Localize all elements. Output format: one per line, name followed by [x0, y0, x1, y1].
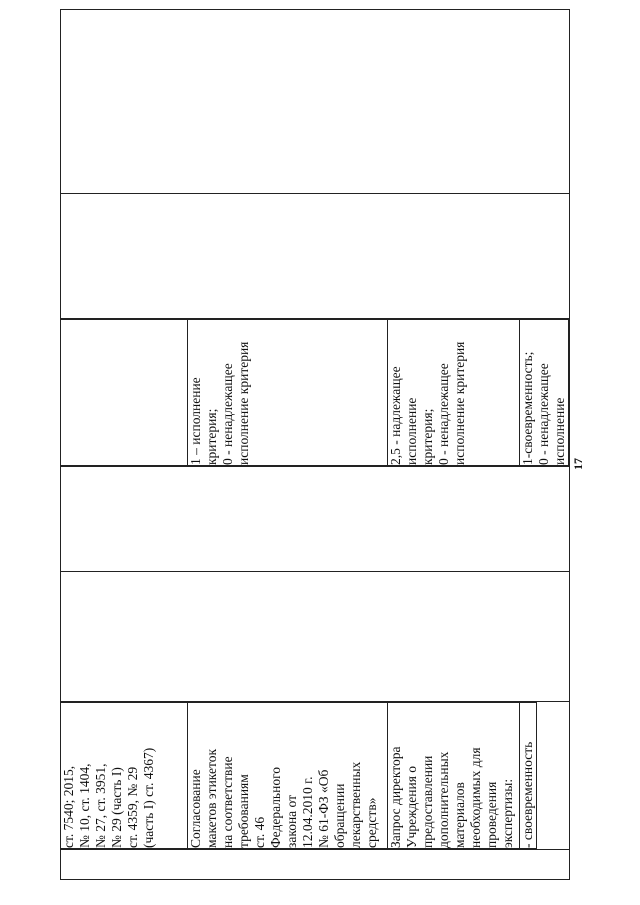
text-line: 0 - ненадлежащее [535, 363, 551, 465]
table-row [61, 703, 187, 849]
criteria-text-3 [387, 703, 519, 849]
text-line: критерия; [203, 408, 219, 465]
rotated-landscape-content [60, 10, 567, 880]
text-line: 12.04.2010 г. [299, 776, 315, 848]
criteria-subtable [61, 702, 537, 849]
text-line: 2,5 - надлежащее [387, 366, 403, 465]
table-row [519, 320, 568, 466]
table-row [387, 320, 519, 466]
text-line: исполнение критерия [235, 341, 251, 465]
text-line: № 29 (часть I) [109, 767, 124, 848]
text-line: предоставлении [419, 755, 435, 848]
score-text-3 [387, 320, 519, 466]
score-text-4 [519, 320, 568, 466]
criteria-text-4 [519, 703, 536, 849]
text-line: № 10, ст. 1404, [77, 763, 92, 848]
score-text-2 [187, 320, 387, 466]
text-line: исполнение [551, 397, 567, 465]
text-line: дополнительных [435, 751, 451, 848]
text-line: - своевременность [519, 741, 535, 848]
text-line: экспертизы: [499, 778, 515, 848]
text-line: 0 - ненадлежащее [219, 363, 235, 465]
col-empty-3 [61, 572, 570, 702]
text-line: материалов [451, 782, 467, 848]
col-criteria-cell [61, 702, 570, 850]
text-line: критерия; [419, 408, 435, 465]
text-line: ст. 46 [251, 816, 267, 848]
text-line: Запрос директора [387, 746, 403, 848]
col-score-cell [61, 319, 570, 467]
table-row [387, 703, 519, 849]
text-line: исполнение [403, 397, 419, 465]
text-line: 1-своевременность; [519, 351, 535, 465]
text-line: требованиям [235, 774, 251, 848]
text-line: (часть I) ст. 4367) [141, 747, 156, 848]
text-line: Федерального [267, 766, 283, 848]
score-text-1 [61, 320, 187, 466]
score-subtable [61, 319, 569, 466]
text-line: 1 – исполнение [187, 377, 203, 465]
criteria-text-1 [61, 703, 187, 849]
criteria-text-2 [187, 703, 387, 849]
text-line: обращении [331, 783, 347, 848]
text-line: исполнение критерия [451, 341, 467, 465]
table-row [187, 703, 387, 849]
text-line: лекарственных [347, 761, 363, 848]
col-number-empty [61, 850, 570, 880]
table-row [519, 703, 536, 849]
text-line: необходимых для [467, 747, 483, 848]
text-line: макетов этикеток [203, 748, 219, 848]
table-row [61, 320, 187, 466]
text-line: № 27, ст. 3951, [93, 763, 108, 848]
text-line: ст. 4359, № 29 [125, 766, 140, 848]
col-empty-7 [61, 10, 570, 194]
text-line: Согласование [187, 769, 203, 848]
text-line: проведения [483, 781, 499, 848]
text-line: закона от [283, 794, 299, 848]
text-line: Учреждения о [403, 765, 419, 848]
col-empty-6 [61, 194, 570, 319]
criteria-table [60, 9, 570, 880]
page-number: 17 [571, 458, 585, 470]
col-empty-4 [61, 467, 570, 572]
table-row [187, 320, 387, 466]
text-line: ст. 7540; 2015, [61, 765, 76, 848]
text-line: 0 - ненадлежащее [435, 363, 451, 465]
text-line: № 61-ФЗ «Об [315, 769, 331, 848]
text-line: средств» [363, 797, 379, 848]
text-line: на соответствие [219, 756, 235, 848]
